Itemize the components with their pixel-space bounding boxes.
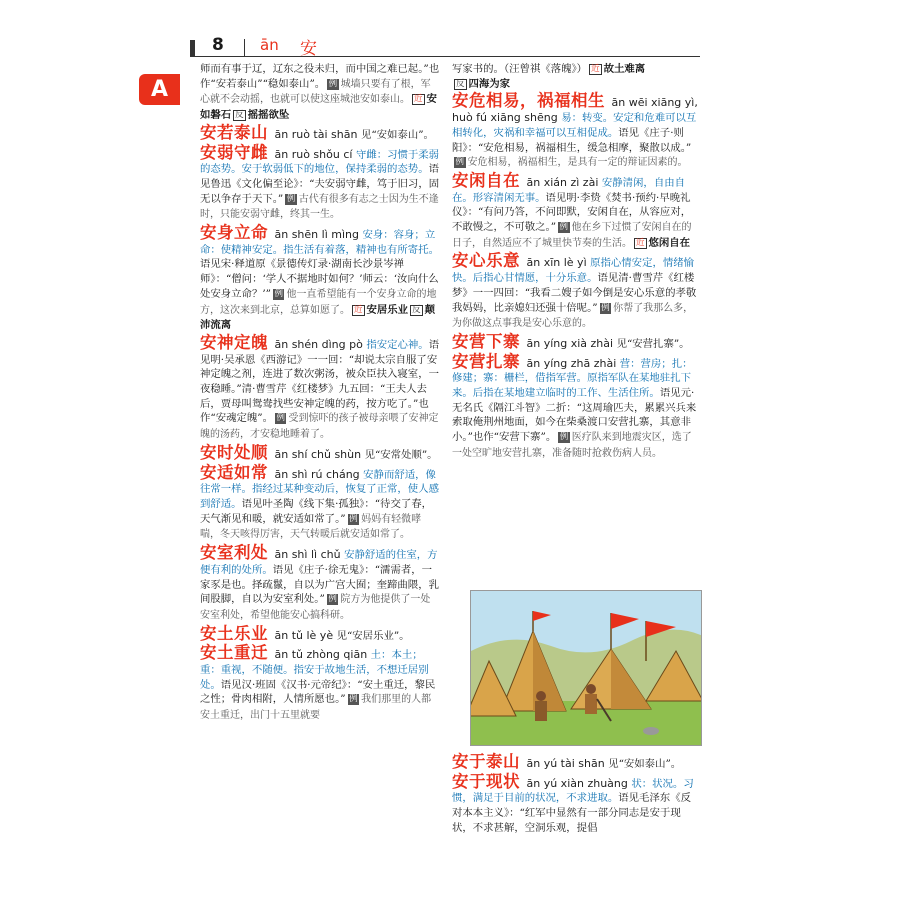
definition: 安身：容身；立命：使精神安定。指生活有着落，精神也有所寄托。 bbox=[200, 229, 439, 256]
definition: 安静而舒适，像往常一样。指经过某种变动后，恢复了正常，使人感到舒适。 bbox=[200, 468, 439, 510]
headword: 安营扎寨 bbox=[452, 351, 520, 371]
citation: 语见明·吴承恩《西游记》一一回：“却说太宗自服了安神定魄之剂，连进了数次粥汤，被众臣扶入寝室，一夜稳睡。”清·曹雪芹《红楼梦》九五回：“王夫人去后，贾母叫鸳鸯找些安神定魄的药，按方吃了。”也作“安魂定魄”。 bbox=[200, 338, 440, 425]
example-mark: 例 bbox=[349, 513, 358, 524]
synonym-mark: 近 bbox=[354, 304, 363, 315]
example-mark: 例 bbox=[328, 78, 338, 89]
letter-tab: A bbox=[139, 74, 180, 105]
antonym-mark: 反 bbox=[235, 110, 244, 121]
page-header bbox=[190, 34, 700, 60]
example-text: 受到惊吓的孩子被母亲喂了安神定魄的汤药，才安稳地睡着了。 bbox=[200, 413, 439, 441]
example-text: 他一直希望能有一个安身立命的地方，这次来到北京，总算如愿了。 bbox=[200, 288, 437, 316]
synonym-mark: 近 bbox=[591, 64, 600, 74]
example-mark: 例 bbox=[286, 193, 296, 204]
citation: 语见鲁迅《文化偏至论》：“夫安弱守雌，笃于旧习，固无以争存于天下。” bbox=[200, 163, 440, 205]
example-text: 古代有很多有志之士因为生不逢时，只能安弱守雌，终其一生。 bbox=[200, 193, 439, 221]
example-mark: 例 bbox=[276, 413, 285, 424]
citation: 语见毛泽东《反对本本主义》：“红军中显然有一部分同志是安于现状，不求甚解，空洞乐观，提倡 bbox=[452, 792, 691, 834]
entry-continuation bbox=[452, 62, 698, 91]
definition: 安静舒适的住室，方便有利的处所。 bbox=[200, 549, 438, 576]
citation: 语见明·李贽《焚书·预约·早晚礼仪》：“有问乃答，不问即默，安闲自在，从容应对，不敢慢之，不可敬之。” bbox=[452, 191, 692, 234]
example-text: 安危相易，祸福相生，是具有一定的辩证因素的。 bbox=[467, 157, 688, 169]
headword: 安于现状 bbox=[452, 771, 520, 791]
citation: 语见《庄子·则阳》：“安危相易，祸福相生，缓急相摩，聚散以成。” bbox=[452, 126, 692, 154]
headword: 安土乐业 bbox=[200, 623, 268, 643]
synonym-mark: 近 bbox=[636, 237, 645, 248]
example-mark: 例 bbox=[455, 157, 465, 168]
right-column bbox=[452, 62, 698, 465]
citation: 语见元·无名氏《隔江斗智》二折：“这周瑜匹夫，累累兴兵来索取俺荆州地面，如今在柴桑渡口安营扎寨，其意非小。”也作“安营下寨”。 bbox=[452, 387, 697, 444]
pinyin: ān xīn lè yì bbox=[523, 256, 591, 270]
definition: 安静清闲，自由自在。形容清闲无事。 bbox=[452, 176, 685, 204]
definition: 状：状况。习惯，满足于目前的状况，不求进取。 bbox=[452, 777, 694, 805]
camp-illustration-art bbox=[471, 591, 702, 746]
definition: 守雌：习惯于柔弱的态势。安于软弱低下的地位，保持柔弱的态势。 bbox=[200, 148, 440, 176]
example-mark: 例 bbox=[559, 222, 569, 233]
pinyin: ān shí chǔ shùn bbox=[271, 447, 365, 461]
dictionary-entry bbox=[452, 331, 698, 352]
entry-text: 写家书的。（汪曾祺《落魄》） bbox=[452, 63, 588, 75]
example-mark: 例 bbox=[274, 288, 283, 299]
citation: 语见汉·班固《汉书·元帝纪》：“安土重迁，黎民之性；骨肉相附，人情所愿也。” bbox=[200, 678, 436, 706]
camp-illustration bbox=[470, 590, 702, 746]
headword: 安弱守雌 bbox=[200, 142, 268, 162]
synonym: 悠闲自在 bbox=[648, 236, 691, 249]
citation: 语见《庄子·徐无鬼》：“濡需者，一家豕是也。择疏鬣，自以为广宫大囿；奎蹄曲隈，乳间股脚，自以为安室利处。” bbox=[200, 563, 439, 606]
citation: 见“安营扎寨”。 bbox=[616, 337, 690, 350]
pinyin: ān tǔ lè yè bbox=[271, 628, 337, 642]
example-text: 城墙只要有了根，军心就不会动摇，也就可以使这座城池安如泰山。 bbox=[200, 78, 431, 106]
pinyin: ān yú xiàn zhuàng bbox=[523, 776, 632, 790]
dictionary-entry bbox=[452, 91, 698, 171]
dictionary-entry bbox=[200, 643, 440, 724]
example-mark: 例 bbox=[328, 594, 337, 605]
example-mark: 例 bbox=[559, 432, 569, 443]
dictionary-entry bbox=[200, 122, 440, 143]
synonym: 故土难离 bbox=[603, 63, 646, 75]
headword: 安神定魄 bbox=[200, 332, 268, 352]
pinyin: ān wēi xiāng yì, huò fú xiāng shēng bbox=[452, 96, 698, 125]
page-number: 8 bbox=[212, 35, 224, 55]
dictionary-entry bbox=[200, 623, 440, 644]
example-text: 你帮了我那么多，为你做这点事我是安心乐意的。 bbox=[452, 302, 694, 330]
dictionary-entry bbox=[200, 223, 440, 333]
dictionary-entry bbox=[200, 462, 440, 544]
header-divider bbox=[244, 39, 245, 56]
synonym: 安如磐石 bbox=[200, 93, 437, 122]
headword: 安土重迁 bbox=[200, 643, 268, 663]
pinyin: ān shì rú cháng bbox=[271, 467, 364, 481]
left-column bbox=[200, 62, 440, 727]
citation: 见“安居乐业”。 bbox=[336, 629, 410, 642]
dictionary-entry bbox=[200, 442, 440, 463]
headword: 安身立命 bbox=[200, 223, 268, 243]
antonym: 摇摇欲坠 bbox=[247, 109, 290, 122]
pinyin: ān shēn lì mìng bbox=[271, 228, 363, 242]
antonym: 四海为家 bbox=[468, 77, 511, 90]
header-character: 安 bbox=[300, 39, 317, 59]
citation: 见“安常处顺”。 bbox=[364, 448, 438, 461]
dictionary-entry bbox=[452, 251, 698, 332]
dictionary-entry bbox=[200, 332, 440, 443]
dictionary-entry bbox=[452, 771, 698, 836]
citation: 语见清·曹雪芹《红楼梦》一一四回：“我看二嫂子如今倒是安心乐意的孝敬我妈妈，比亲媳妇还强十倍呢。” bbox=[452, 272, 697, 314]
pinyin: ān ruò shǒu cí bbox=[271, 147, 356, 161]
example-text: 院方为他提供了一处安室利处，希望他能安心搞科研。 bbox=[200, 594, 431, 621]
headword: 安闲自在 bbox=[452, 170, 520, 190]
dictionary-entry bbox=[452, 752, 698, 772]
synonym-mark: 近 bbox=[414, 94, 423, 105]
citation: 见“安如泰山”。 bbox=[360, 128, 434, 141]
citation: 见“安如泰山”。 bbox=[608, 758, 682, 770]
headword: 安若泰山 bbox=[200, 122, 268, 142]
right-column-bottom bbox=[452, 752, 698, 839]
example-mark: 例 bbox=[601, 302, 610, 313]
definition: 原指心情安定，情绪愉快。后指心甘情愿，十分乐意。 bbox=[452, 257, 695, 285]
pinyin: ān ruò tài shān bbox=[271, 127, 361, 141]
headword: 安危相易，祸福相生 bbox=[452, 91, 605, 111]
citation: 语见叶圣陶《线下集·孤独》：“待交了春，天气渐见和暖，就安适如常了。” bbox=[200, 497, 433, 525]
definition: 土：本土；重：重视，不随便。指安于故地生活，不想迁居别处。 bbox=[200, 649, 429, 691]
headword: 安心乐意 bbox=[452, 251, 520, 271]
pinyin: ān tǔ zhòng qiān bbox=[271, 648, 371, 662]
antonym-mark: 反 bbox=[412, 304, 421, 315]
pinyin: ān yú tài shān bbox=[523, 757, 609, 770]
synonym: 安居乐业 bbox=[366, 303, 409, 316]
example-text: 我们那里的人都安土重迁，出门十五里就要 bbox=[200, 694, 432, 722]
pinyin: ān shén dìng pò bbox=[271, 337, 367, 351]
headword: 安适如常 bbox=[200, 462, 268, 482]
dictionary-entry bbox=[452, 170, 698, 252]
definition: 指安定心神。 bbox=[366, 338, 429, 351]
dictionary-entry bbox=[200, 543, 440, 624]
example-text: 医疗队来到地震灾区，选了一处空旷地安营扎寨，准备随时抢救伤病人员。 bbox=[452, 432, 692, 459]
header-bar bbox=[190, 40, 195, 56]
header-pinyin: ān bbox=[260, 36, 279, 54]
pinyin: ān yíng zhā zhài bbox=[523, 356, 620, 370]
headword: 安营下寨 bbox=[452, 331, 520, 351]
pinyin: ān xián zì zài bbox=[523, 175, 602, 189]
antonym: 颠沛流离 bbox=[200, 303, 435, 332]
header-rule bbox=[190, 56, 700, 57]
entry-continuation bbox=[200, 62, 440, 123]
example-mark: 例 bbox=[349, 694, 358, 705]
example-text: 他在乡下过惯了安闲自在的日子，自然适应不了城里快节奏的生活。 bbox=[452, 222, 692, 249]
dictionary-entry bbox=[200, 142, 440, 224]
definition: 易：转变。安定和危难可以互相转化，灾祸和幸福可以互相促成。 bbox=[452, 112, 697, 139]
citation: 语见宋·释道原《景德传灯录·湖南长沙景岑禅师》：“僧问：‘学人不据地时如何？’师云：‘汝向什么处安身立命？’” bbox=[200, 258, 439, 300]
headword: 安于泰山 bbox=[452, 752, 520, 771]
example-text: 妈妈有轻微哮喘，冬天咳得厉害，天气转暖后就安适如常了。 bbox=[200, 513, 422, 541]
headword: 安时处顺 bbox=[200, 442, 268, 462]
antonym-mark: 反 bbox=[456, 78, 465, 89]
definition: 营：营房；扎：修建；寨：栅栏，借指军营。原指军队在某地驻扎下来。后指在某地建立临时的工作、生活住所。 bbox=[452, 357, 693, 400]
dictionary-entry bbox=[452, 351, 698, 462]
entry-text: 师而有事于辽，辽东之役未归，而中国之难已起。”也作“安若泰山”“稳如泰山”。 bbox=[200, 63, 440, 90]
pinyin: ān yíng xià zhài bbox=[523, 336, 617, 350]
headword: 安室利处 bbox=[200, 543, 268, 563]
pinyin: ān shì lì chǔ bbox=[271, 548, 345, 562]
